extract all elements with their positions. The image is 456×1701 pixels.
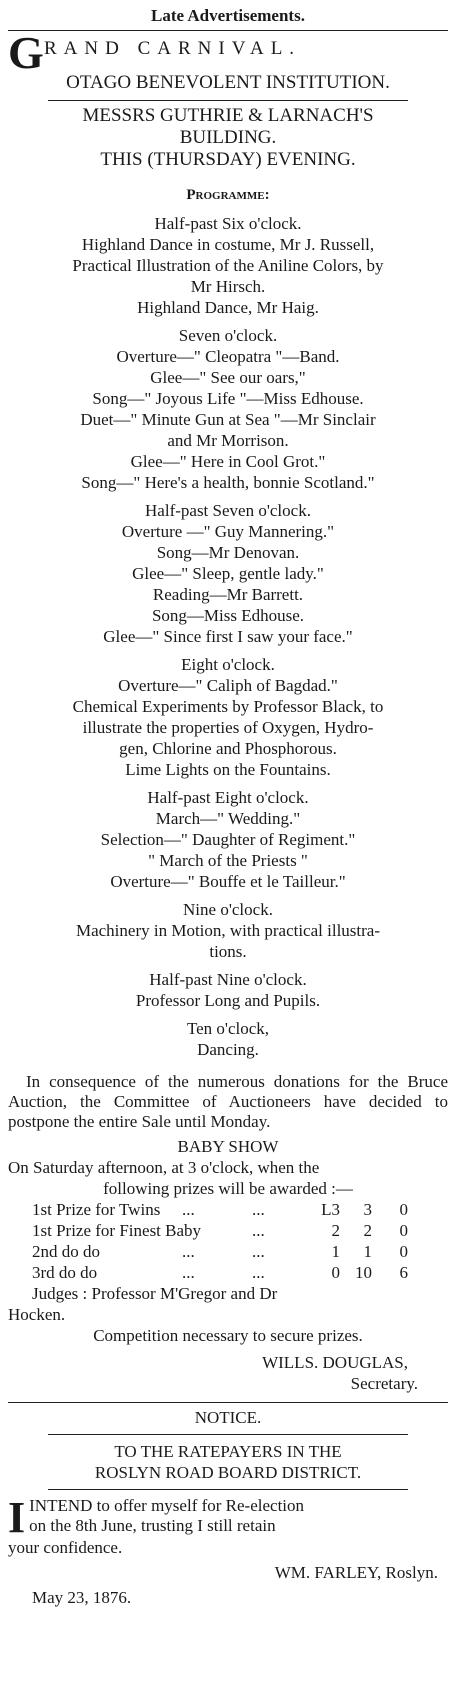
notice-body-line-1: INTEND to offer myself for Re-election (29, 1496, 305, 1515)
prize-pounds: L3 (321, 1200, 340, 1219)
programme-item: gen, Chlorine and Phosphorous. (119, 739, 337, 758)
section-rule (8, 1402, 448, 1403)
programme-item: Song—Miss Edhouse. (151, 606, 305, 625)
venue-line-2: BUILDING. (179, 127, 277, 148)
leader-dots (182, 1220, 252, 1241)
programme-item: illustrate the properties of Oxygen, Hydro- (82, 718, 374, 737)
drop-cap: I (8, 1493, 26, 1542)
notice-body (8, 1493, 448, 1558)
notice-body-line-3: your confidence. (8, 1538, 123, 1557)
leader-dots: ... (182, 1263, 195, 1282)
divider (48, 1489, 408, 1490)
baby-show-intro-1: On Saturday afternoon, at 3 o'clock, when the (8, 1158, 320, 1177)
programme-item: Reading—Mr Barrett. (152, 585, 304, 604)
prize-label: 3rd do do (32, 1263, 98, 1282)
prize-row (8, 1199, 448, 1220)
prize-pence: 0 (399, 1242, 408, 1261)
programme-item: Overture —" Guy Mannering." (121, 522, 335, 541)
programme-item: Song—" Here's a health, bonnie Scotland." (81, 473, 375, 492)
prize-shillings: 3 (363, 1200, 372, 1219)
programme-item: Highland Dance in costume, Mr J. Russell, (81, 235, 375, 254)
signature: WILLS. DOUGLAS, (262, 1353, 408, 1372)
prize-shillings: 1 (363, 1242, 372, 1261)
programme-item: Overture—" Cleopatra "—Band. (116, 347, 340, 366)
programme-time: Eight o'clock. (181, 655, 275, 674)
programme-time: Ten o'clock, (186, 1019, 270, 1038)
judges-line-1: Judges : Professor M'Gregor and Dr (32, 1284, 278, 1303)
carnival-title-block (8, 27, 448, 78)
programme-item: Glee—" Sleep, gentle lady." (132, 564, 324, 583)
programme-item: Selection—" Daughter of Regiment." (100, 830, 356, 849)
programme-time: Half-past Seven o'clock. (145, 501, 311, 520)
programme-item: Professor Long and Pupils. (135, 991, 321, 1010)
prize-label: 2nd do do (32, 1242, 100, 1261)
prize-table (8, 1199, 448, 1283)
baby-show-title: BABY SHOW (177, 1137, 279, 1156)
programme-item: Lime Lights on the Fountains. (125, 760, 331, 779)
leader-dots: ... (252, 1242, 265, 1261)
prize-pence: 0 (399, 1221, 408, 1240)
programme-item: Glee—" Here in Cool Grot." (130, 452, 326, 471)
programme-item: Mr Hirsch. (190, 277, 266, 296)
notice-date: May 23, 1876. (32, 1588, 132, 1607)
prize-pence: 6 (399, 1263, 408, 1282)
programme-item: Glee—" See our oars," (150, 368, 306, 387)
section-header: Late Advertisements. (151, 6, 305, 25)
header-rule (8, 30, 448, 31)
signature-role: Secretary. (350, 1374, 418, 1393)
programme (8, 213, 448, 1060)
prize-pounds: 2 (331, 1221, 340, 1240)
leader-dots: ... (252, 1200, 265, 1219)
prize-pence: 0 (399, 1200, 408, 1219)
auction-notice: In consequence of the numerous donations for the Bruce Auction, the Committee of Auctioneers have decided to postpone the entire Sale until Monday. (8, 1072, 448, 1131)
programme-item: and Mr Morrison. (167, 431, 289, 450)
programme-item: Song—Mr Denovan. (156, 543, 300, 562)
prize-pounds: 1 (331, 1242, 340, 1261)
prize-pounds: 0 (331, 1263, 340, 1282)
judges-line-2: Hocken. (8, 1305, 66, 1324)
notice-body-line-2: on the 8th June, trusting I still retain (29, 1516, 276, 1535)
programme-time: Half-past Eight o'clock. (147, 788, 309, 807)
programme-item: March—" Wedding." (155, 809, 301, 828)
programme-time: Nine o'clock. (183, 900, 273, 919)
institution-name: OTAGO BENEVOLENT INSTITUTION. (66, 72, 390, 93)
programme-time: Half-past Six o'clock. (154, 214, 302, 233)
divider (48, 100, 408, 101)
prize-label: 1st Prize for Finest Baby (32, 1221, 202, 1240)
prize-shillings: 10 (355, 1263, 372, 1282)
programme-item: Glee—" Since first I saw your face." (103, 627, 353, 646)
prize-label: 1st Prize for Twins (32, 1200, 161, 1219)
baby-show-intro-2: following prizes will be awarded :— (103, 1179, 353, 1198)
divider (48, 1434, 408, 1435)
carnival-title: RAND CARNIVAL. (44, 38, 302, 59)
prize-shillings: 2 (363, 1221, 372, 1240)
leader-dots: ... (252, 1221, 265, 1240)
notice-title: NOTICE. (194, 1408, 262, 1427)
programme-time: Half-past Nine o'clock. (149, 970, 307, 989)
programme-item: Dancing. (197, 1040, 259, 1059)
notice-signature: WM. FARLEY, Roslyn. (274, 1563, 438, 1582)
programme-item: Duet—" Minute Gun at Sea "—Mr Sinclair (80, 410, 376, 429)
prize-row (8, 1241, 448, 1262)
drop-cap: G (8, 27, 44, 78)
notice-to-line-1: TO THE RATEPAYERS IN THE (114, 1442, 342, 1461)
event-time: THIS (THURSDAY) EVENING. (100, 149, 356, 170)
programme-item: Machinery in Motion, with practical illustra- (75, 921, 381, 940)
programme-item: " March of the Priests " (148, 851, 308, 870)
newspaper-page (8, 0, 448, 1608)
programme-item: Overture—" Caliph of Bagdad." (118, 676, 338, 695)
programme-item: Chemical Experiments by Professor Black, to (72, 697, 384, 716)
prize-row (8, 1220, 448, 1241)
programme-item: Song—" Joyous Life "—Miss Edhouse. (92, 389, 364, 408)
programme-item: Overture—" Bouffe et le Tailleur." (110, 872, 346, 891)
leader-dots: ... (252, 1263, 265, 1282)
programme-item: Practical Illustration of the Aniline Colors, by (72, 256, 384, 275)
leader-dots: ... (182, 1242, 195, 1261)
competition-note: Competition necessary to secure prizes. (93, 1326, 363, 1345)
programme-heading: Programme: (186, 187, 270, 203)
programme-item: tions. (209, 942, 247, 961)
notice-to-line-2: ROSLYN ROAD BOARD DISTRICT. (94, 1463, 362, 1482)
venue-line-1: MESSRS GUTHRIE & LARNACH'S (82, 105, 374, 126)
leader-dots: ... (182, 1200, 195, 1219)
programme-time: Seven o'clock. (178, 326, 278, 345)
prize-row (8, 1262, 448, 1283)
programme-item: Highland Dance, Mr Haig. (137, 298, 319, 317)
